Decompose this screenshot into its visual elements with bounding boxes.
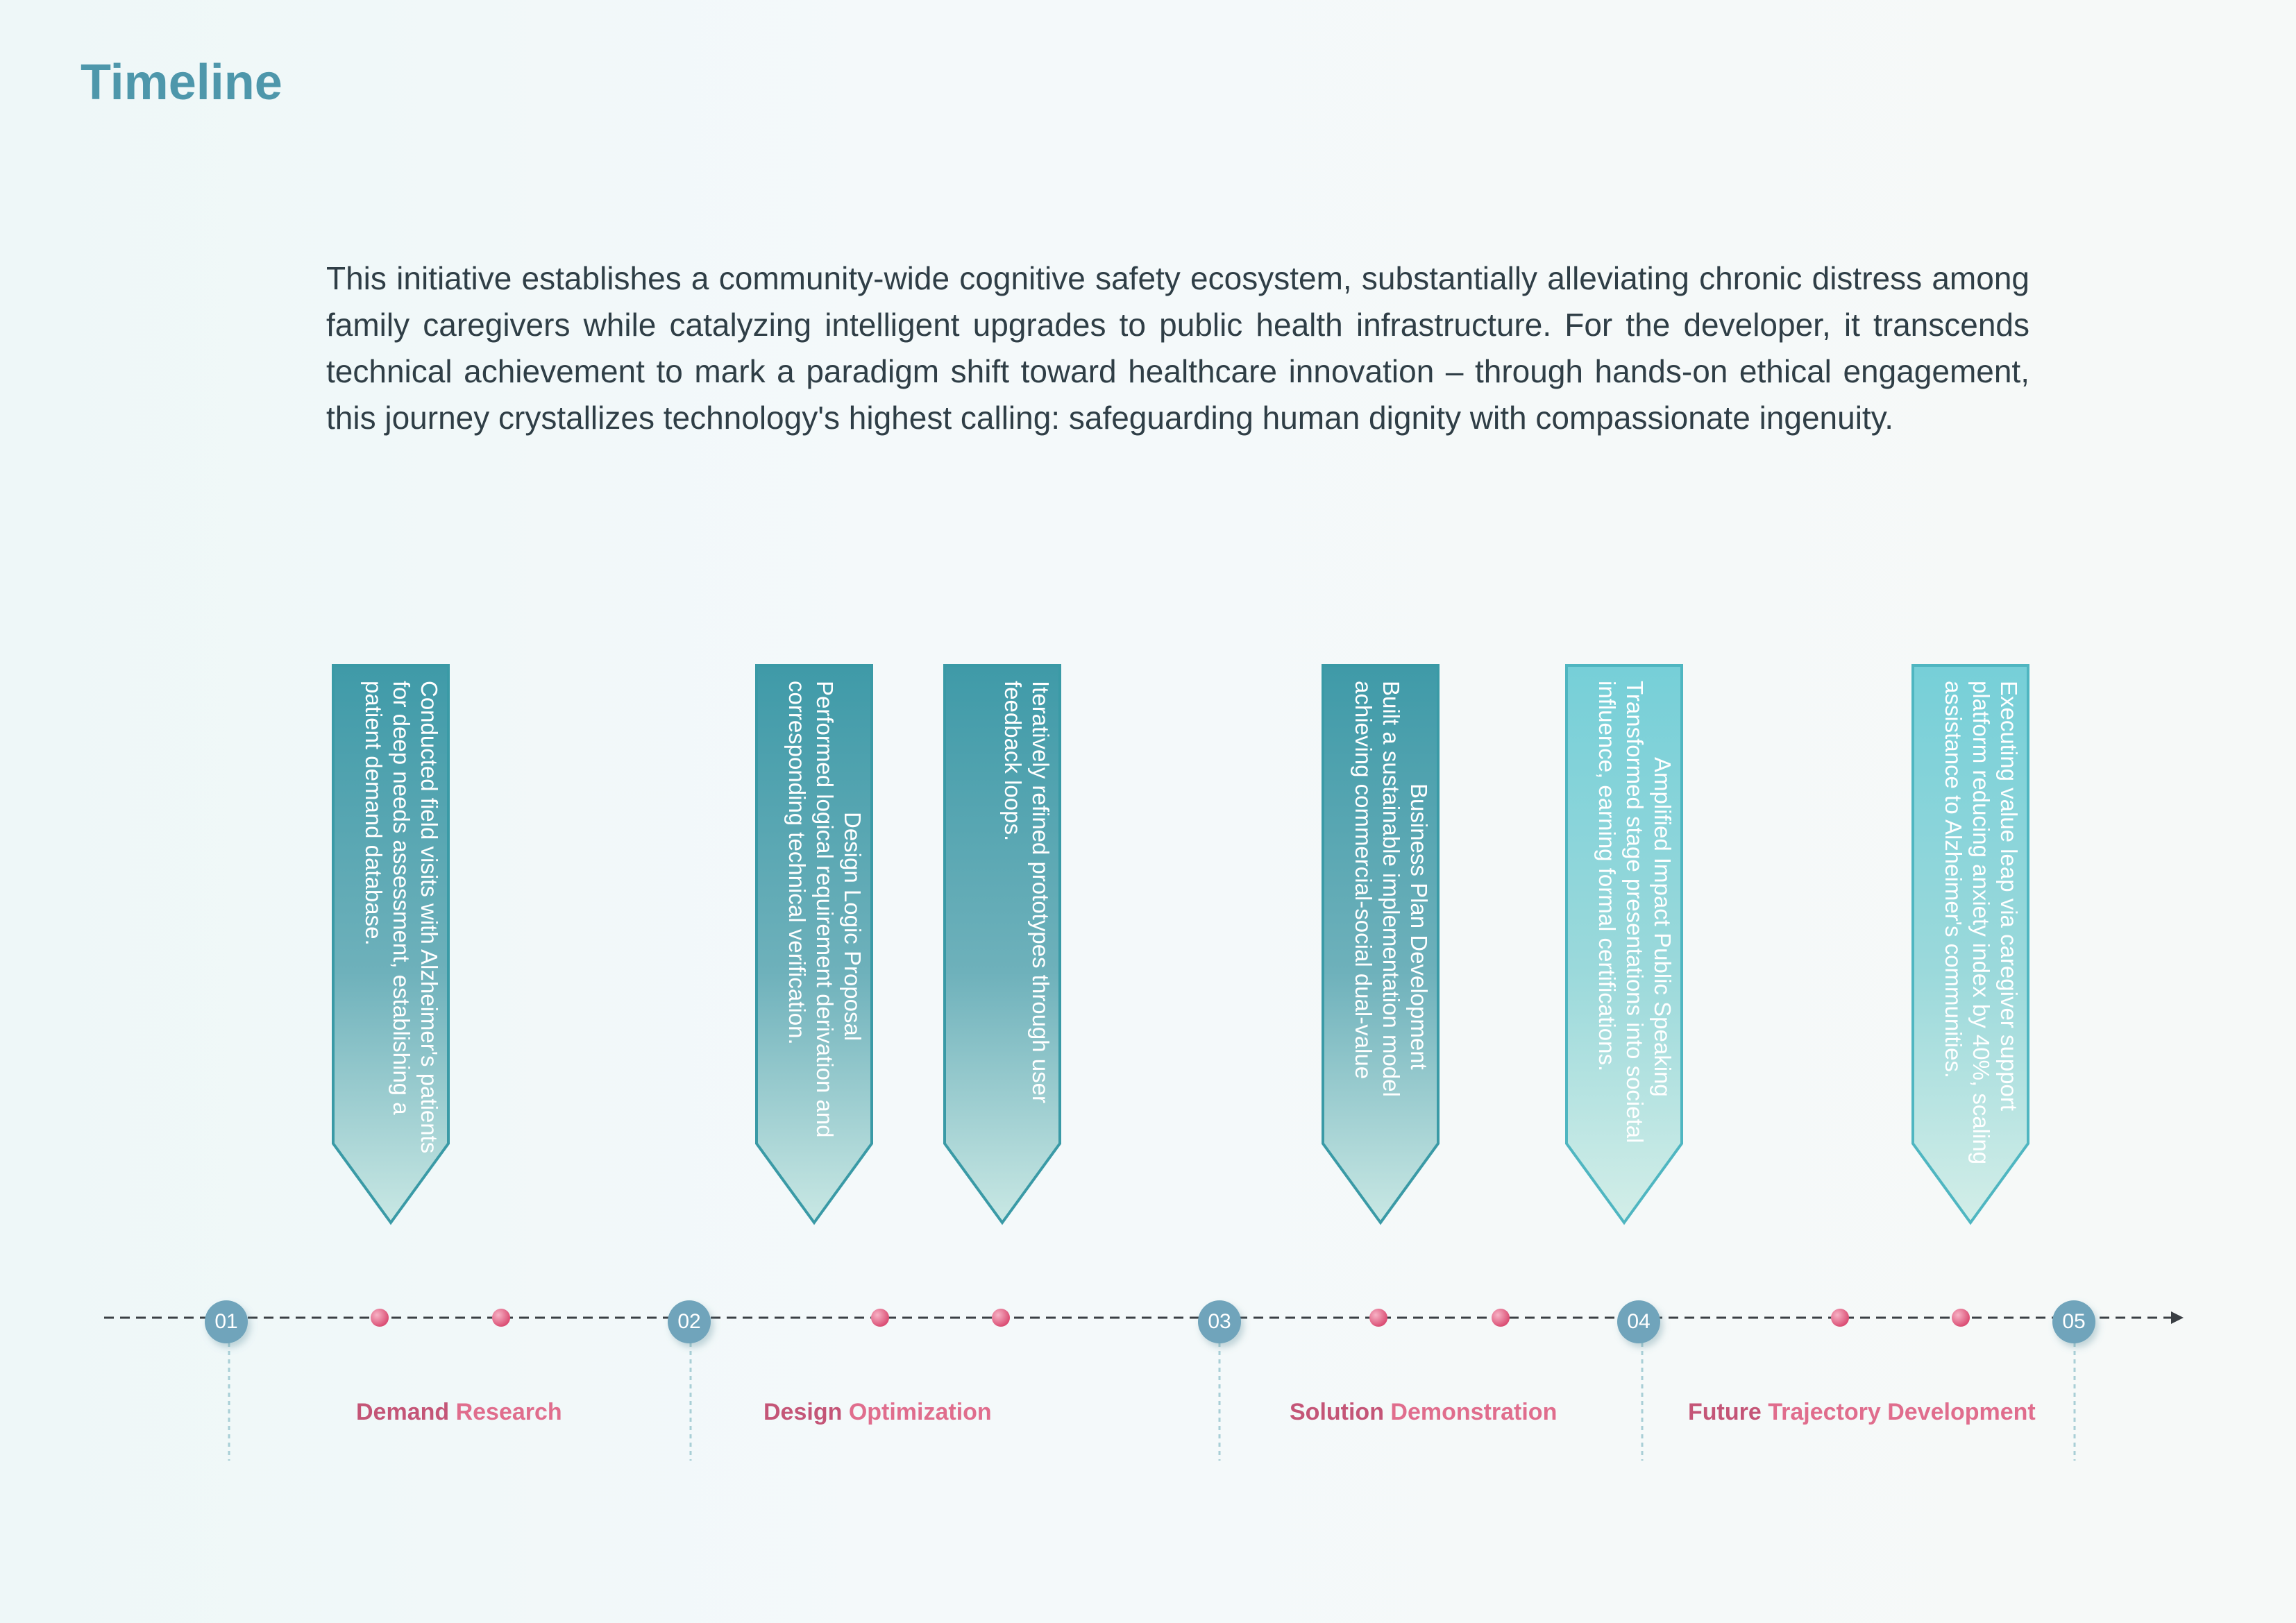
page-title: Timeline [81, 55, 282, 110]
timeline-arrowhead [2171, 1311, 2184, 1324]
milestone-card-text-2 [762, 681, 866, 1173]
milestone-card-text-1 [339, 681, 443, 1173]
timeline-node-label-3: 03 [1208, 1310, 1231, 1333]
milestone-description: Performed logical requirement derivation and corresponding technical verification. [784, 681, 838, 1138]
intro-paragraph: This initiative establishes a community-wide cognitive safety ecosystem, substantially alleviating chronic distress among family caregivers while catalyzing intelligent upgrades to public health infrastructure. For the developer, it transcends technical achievement to mark a paradigm shift toward healthcare innovation – through hands-on ethical engagement, this journey crystallizes technology's highest calling: safeguarding human dignity with compassionate ingenuity. [326, 260, 2029, 436]
milestone-card-text-4 [1328, 681, 1433, 1173]
phase-solution-demonstration: Solution Demonstration [1290, 1399, 1558, 1425]
milestone-description: Conducted field visits with Alzheimer's patients for deep needs assessment, establishing a patient demand database. [361, 681, 442, 1154]
milestone-heading: Design Logic Proposal [840, 812, 866, 1042]
timeline-dot-6 [1492, 1309, 1510, 1327]
milestone-description: Transformed stage presentations into societal influence, earning formal certifications. [1594, 681, 1648, 1144]
milestone-description: Executing value leap via caregiver support platform reducing anxiety index by 40%, scaling assistance to Alzheimer's communities. [1941, 681, 2022, 1165]
milestone-card-text-5 [1572, 681, 1676, 1173]
timeline-dot-5 [1369, 1309, 1387, 1327]
timeline-dot-2 [492, 1309, 510, 1327]
milestone-description: Built a sustainable implementation model achieving commercial-social dual-value [1351, 681, 1404, 1097]
timeline-dot-4 [992, 1309, 1010, 1327]
timeline-dot-3 [871, 1309, 889, 1327]
timeline-dots [371, 1309, 1970, 1327]
milestone-heading: Amplified Impact Public Speaking [1650, 756, 1675, 1097]
milestone-heading: Business Plan Development [1406, 783, 1432, 1070]
phase-future-trajectory: Future Trajectory Development [1688, 1399, 2036, 1425]
timeline-dot-8 [1952, 1309, 1970, 1327]
timeline-node-label-1: 01 [214, 1310, 238, 1333]
phase-demand-research: Demand Research [356, 1399, 562, 1425]
milestone-card-text-6 [1918, 681, 2023, 1173]
timeline-node-label-2: 02 [677, 1310, 701, 1333]
milestone-card-text-3 [950, 681, 1054, 1173]
timeline-dot-1 [371, 1309, 389, 1327]
timeline-node-label-5: 05 [2062, 1310, 2086, 1333]
timeline-node-label-4: 04 [1627, 1310, 1651, 1333]
timeline-dot-7 [1831, 1309, 1849, 1327]
milestone-description: Iteratively refined prototypes through user feedback loops. [1000, 681, 1054, 1104]
phase-design-optimization: Design Optimization [763, 1399, 992, 1425]
